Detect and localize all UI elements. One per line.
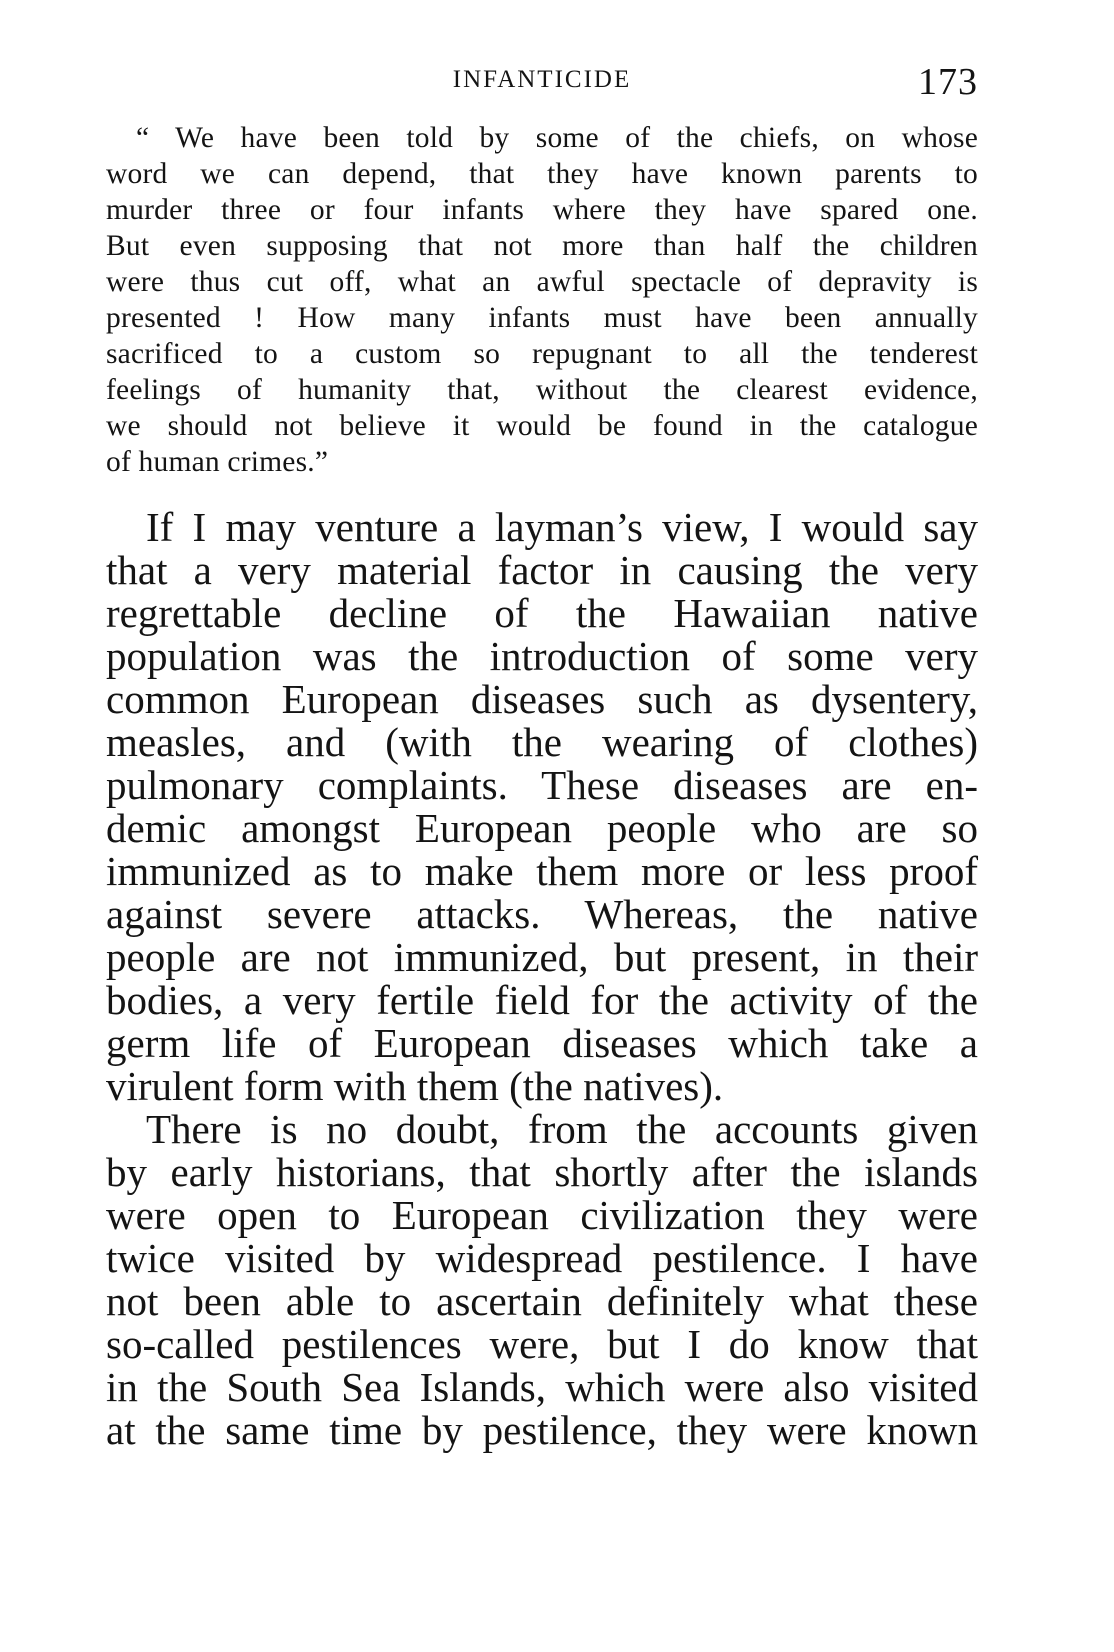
paragraph-line: measles, and (with the wearing of clothes) <box>106 719 978 765</box>
quote-line: word we can depend, that they have known parents to <box>106 158 978 190</box>
running-title: INFANTICIDE <box>452 66 632 93</box>
paragraph-line: germ life of European diseases which take a <box>106 1020 978 1066</box>
paragraph-line: people are not immunized, but present, in their <box>106 934 978 980</box>
quote-line: we should not believe it would be found in the catalogue <box>106 410 978 442</box>
quote-line: sacrificed to a custom so repugnant to all the tenderest <box>106 338 978 370</box>
paragraph-line: demic amongst European people who are so <box>106 805 978 851</box>
paragraph-line: not been able to ascertain definitely what these <box>106 1278 978 1324</box>
paragraph-line: common European diseases such as dysentery, <box>106 676 978 722</box>
running-head <box>106 60 978 103</box>
paragraph-line: against severe attacks. Whereas, the native <box>106 891 978 937</box>
paragraph-line: regrettable decline of the Hawaiian native <box>106 590 978 636</box>
paragraph-line: that a very material factor in causing the very <box>106 547 978 593</box>
paragraph-line: bodies, a very fertile field for the activity of the <box>106 977 978 1023</box>
paragraph-line: at the same time by pestilence, they were known <box>106 1407 978 1453</box>
paragraph-line: virulent form with them (the natives). <box>106 1063 724 1109</box>
quote-line: murder three or four infants where they have spared one. <box>106 194 978 226</box>
paragraph-line: population was the introduction of some very <box>106 633 978 679</box>
paragraph-line: were open to European civilization they were <box>106 1192 978 1238</box>
quote-line: were thus cut off, what an awful spectacle of depravity is <box>106 266 978 298</box>
quote-line: presented ! How many infants must have been annually <box>106 302 978 334</box>
quote-line: feelings of humanity that, without the clearest evidence, <box>106 374 978 406</box>
paragraph-line: by early historians, that shortly after the islands <box>106 1149 978 1195</box>
page-number: 173 <box>918 61 978 103</box>
paragraph-line: immunized as to make them more or less proof <box>106 848 978 894</box>
paragraph-line: in the South Sea Islands, which were also visited <box>106 1364 978 1410</box>
paragraph-line: There is no doubt, from the accounts given <box>146 1106 978 1152</box>
quote-line: of human crimes.” <box>106 446 329 478</box>
quote-line: But even supposing that not more than half the children <box>106 230 978 262</box>
quote-line: “ We have been told by some of the chiefs, on whose <box>136 122 978 154</box>
paragraph-line: so-called pestilences were, but I do know that <box>106 1321 978 1367</box>
paragraph-line: twice visited by widespread pestilence. I have <box>106 1235 978 1281</box>
paragraph-line: If I may venture a layman’s view, I would say <box>146 504 978 550</box>
paragraph-line: pulmonary complaints. These diseases are en- <box>106 762 978 808</box>
